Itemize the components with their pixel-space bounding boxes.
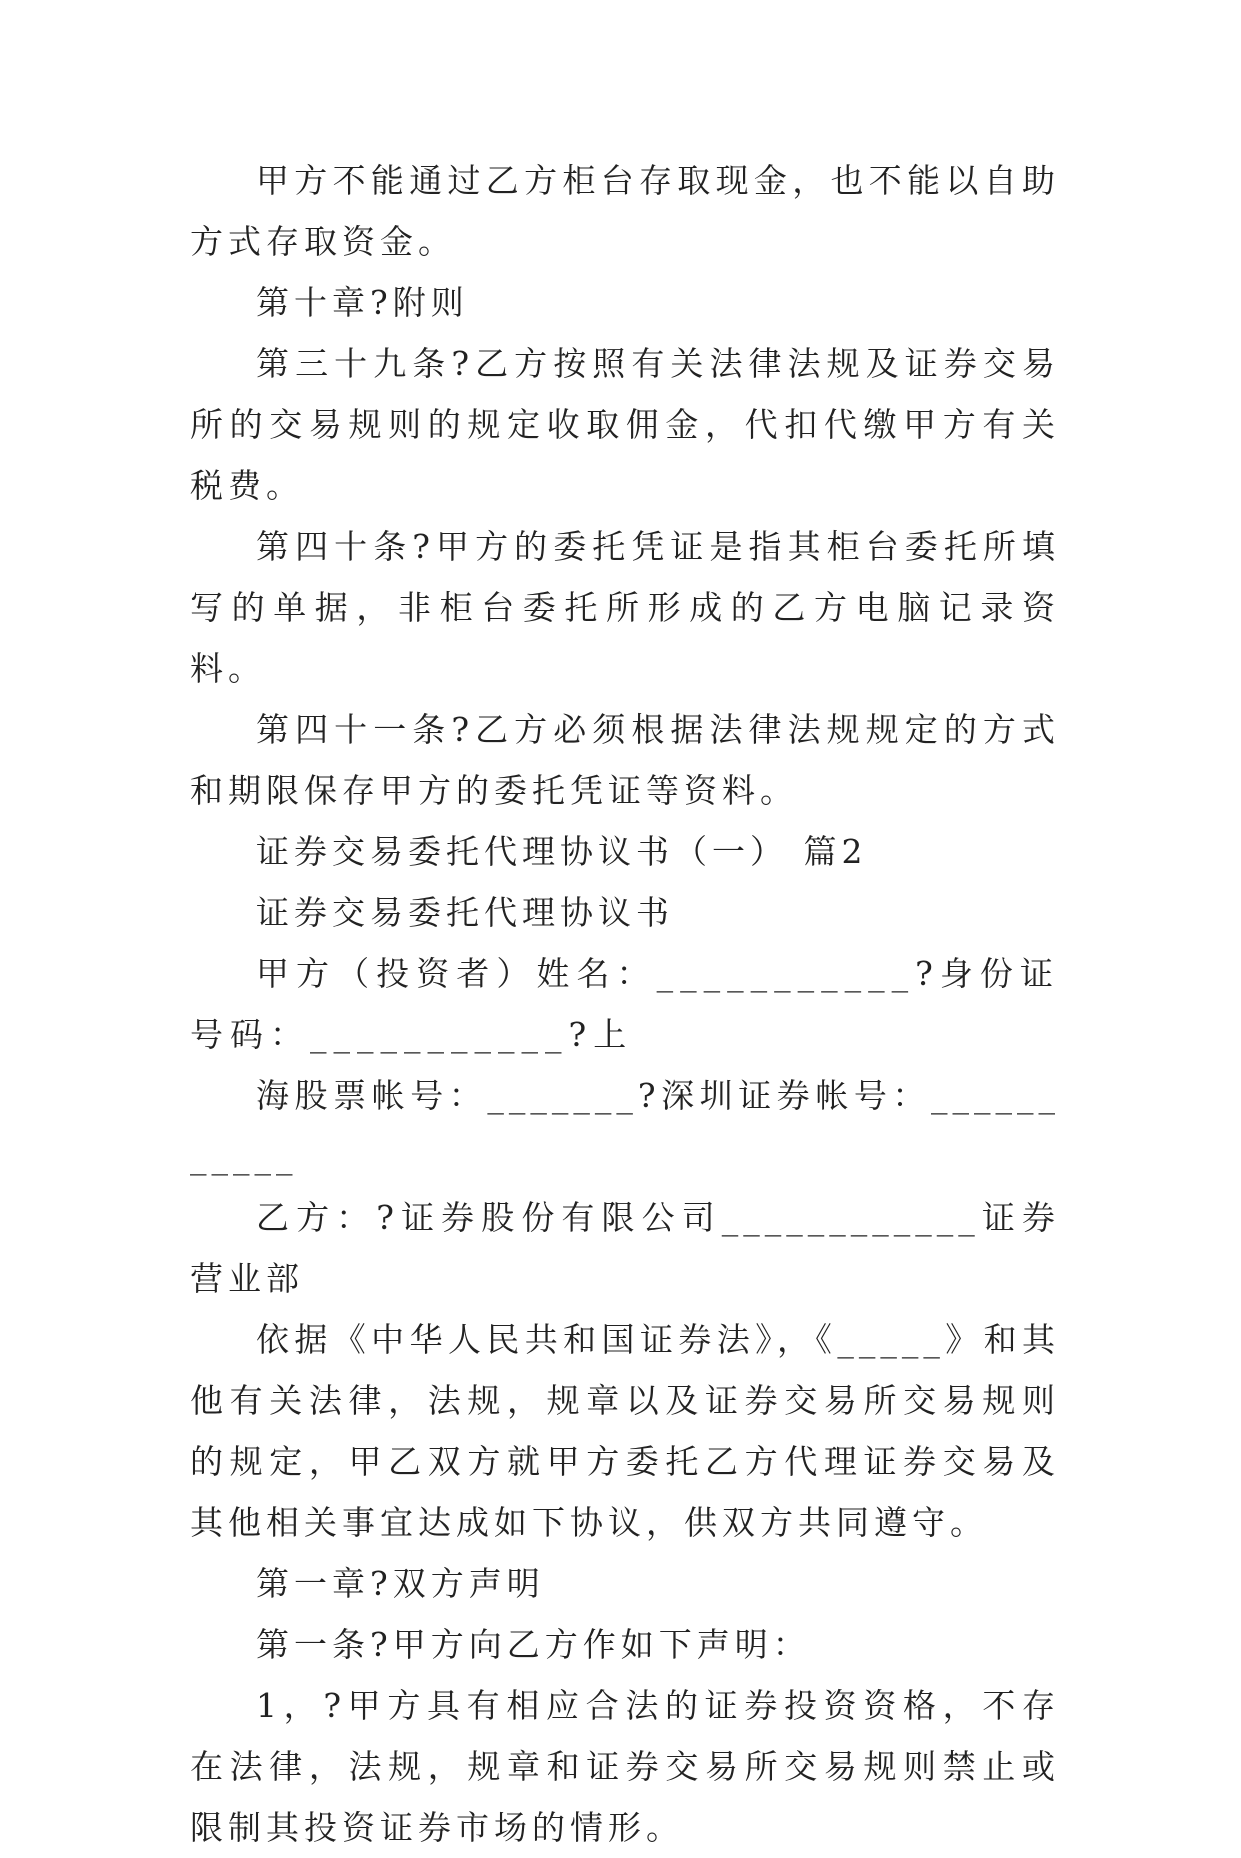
party-a-info: 甲方（投资者）姓名：___________?身份证号码：___________?上 bbox=[190, 954, 1060, 1054]
stock-account-info: 海股票帐号：_______?深圳证券帐号：___________ bbox=[190, 1076, 1060, 1176]
section-title-part-2: 证券交易委托代理协议书（一） 篇2 bbox=[256, 832, 868, 871]
agreement-basis: 依据《中华人民共和国证券法》，《_____》和其他有关法律，法规，规章以及证券交易所交易规则的规定，甲乙双方就甲方委托乙方代理证券交易及其他相关事宜达成如下协议，供双方共同遵守。 bbox=[190, 1320, 1060, 1542]
chapter-heading-supplementary: 第十章?附则 bbox=[256, 283, 469, 322]
article-41: 第四十一条?乙方必须根据法律法规规定的方式和期限保存甲方的委托凭证等资料。 bbox=[190, 710, 1060, 810]
declaration-item-1: 1，?甲方具有相应合法的证券投资资格，不存在法律，法规，规章和证券交易所交易规则禁止或限制其投资证券市场的情形。 bbox=[190, 1686, 1060, 1847]
chapter-heading-declarations: 第一章?双方声明 bbox=[256, 1564, 545, 1603]
article-40: 第四十条?甲方的委托凭证是指其柜台委托所填写的单据，非柜台委托所形成的乙方电脑记录资料。 bbox=[190, 527, 1060, 688]
article-39: 第三十九条?乙方按照有关法律法规及证券交易所的交易规则的规定收取佣金，代扣代缴甲方有关税费。 bbox=[190, 344, 1060, 505]
party-b-info: 乙方：?证券股份有限公司____________证券营业部 bbox=[190, 1198, 1060, 1298]
paragraph-cash-rule: 甲方不能通过乙方柜台存取现金，也不能以自助方式存取资金。 bbox=[190, 161, 1060, 261]
document-body bbox=[190, 150, 1060, 1858]
article-1: 第一条?甲方向乙方作如下声明： bbox=[256, 1625, 811, 1664]
agreement-title: 证券交易委托代理协议书 bbox=[256, 893, 674, 932]
